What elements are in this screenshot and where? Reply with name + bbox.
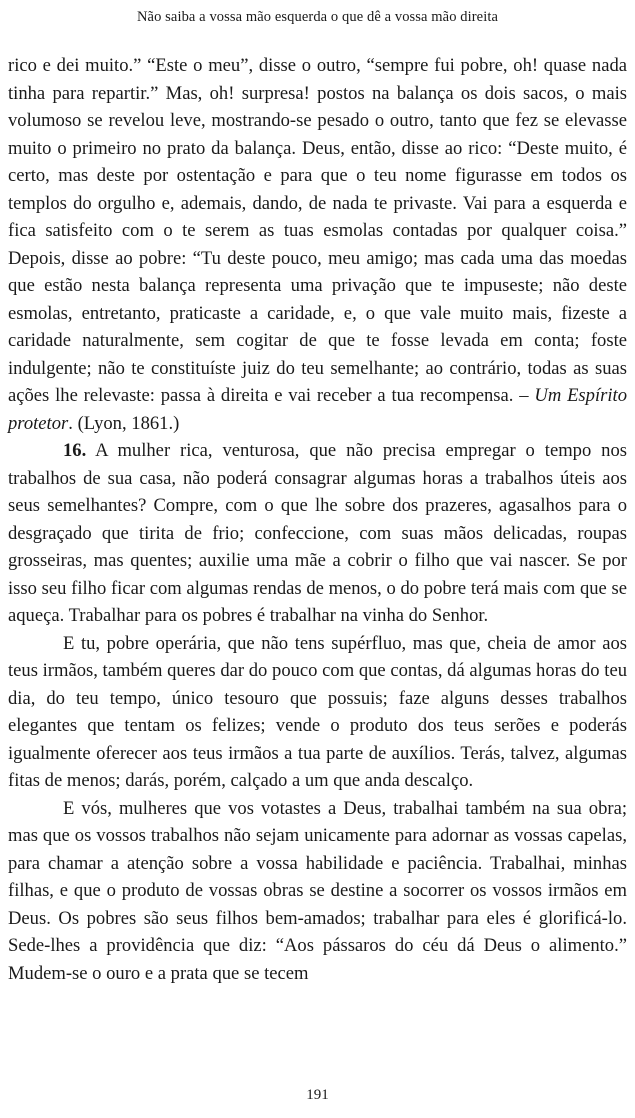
source-note: . (Lyon, 1861.) <box>68 412 180 434</box>
page-body <box>8 52 627 987</box>
paragraph-text: A mulher rica, venturosa, que não precisa empregar o tempo nos trabalhos de sua casa, não poderá consagrar algumas horas a trabalhos úteis aos seus semelhantes? Compre, com o que lhe sobre dos prazeres, agasalhos para o desgraçado que tirita de frio; confeccione, com suas mãos delicadas, roupas grosseiras, mas quentes; auxilie uma mãe a cobrir o filho que vai nascer. Se por isso seu filho ficar com algumas rendas de menos, o do pobre terá mais com que se aqueça. Trabalhar para os pobres é trabalhar na vinha do Senhor. <box>8 440 627 626</box>
running-header: Não saiba a vossa mão esquerda o que dê a vossa mão direita <box>136 9 499 25</box>
paragraph-16 <box>8 437 627 630</box>
paragraph-text: rico e dei muito.” “Este o meu”, disse o outro, “sempre fui pobre, oh! quase nada tinha para repartir.” Mas, oh! surpresa! postos na balança os dois sacos, o mais volumoso se revelou leve, mostrando-se pesado o outro, tanto que fez se elevasse muito o primeiro no prato da balança. Deus, então, disse ao rico: “Deste muito, é certo, mas deste por ostentação e para que o teu nome figurasse em todos os templos do orgulho e, ademais, dando, de nada te privaste. Vai para a esquerda e fica satisfeito com o te serem as tuas esmolas contadas por qualquer coisa.” Depois, disse ao pobre: “Tu deste pouco, meu amigo; mas cada uma das moedas que estão nesta balança representa uma privação que te impuseste; não deste esmolas, entretanto, praticaste a caridade, e, o que vale muito mais, fizeste a caridade naturalmente, sem cogitar de que te fosse levada em conta; foste indulgente; não te constituíste juiz do teu semelhante; ao contrário, todas as suas ações lhe relevaste: passa à direita e vai receber a tua recompensa. – <box>8 55 627 406</box>
paragraph-continuation <box>8 52 627 437</box>
paragraph: E tu, pobre operária, que não tens supérfluo, mas que, cheia de amor aos teus irmãos, também queres dar do pouco com que contas, dá algumas horas do teu dia, do teu tempo, único tesouro que possuis; faze alguns desses trabalhos elegantes que tentam os felizes; vende o produto dos teus serões e poderás igualmente oferecer aos teus irmãos a tua parte de auxílios. Terás, talvez, algumas fitas de menos; darás, porém, calçado a um que anda descalço. <box>8 632 627 791</box>
page-number: 191 <box>306 1087 329 1103</box>
signature: Um Espírito protetor <box>8 385 627 434</box>
paragraph: E vós, mulheres que vos votastes a Deus, trabalhai também na sua obra; mas que os vossos trabalhos não sejam unicamente para adornar as vossas capelas, para chamar a atenção sobre a vossa habilidade e paciência. Trabalhai, minhas filhas, e que o produto de vossas obras se destine a socorrer os vossos irmãos em Deus. Os pobres são seus filhos bem-amados; trabalhar para eles é glorificá-lo. Sede-lhes a providência que diz: “Aos pássaros do céu dá Deus o alimento.” Mudem-se o ouro e a prata que se tecem <box>8 797 627 984</box>
item-number: 16. <box>63 440 87 461</box>
